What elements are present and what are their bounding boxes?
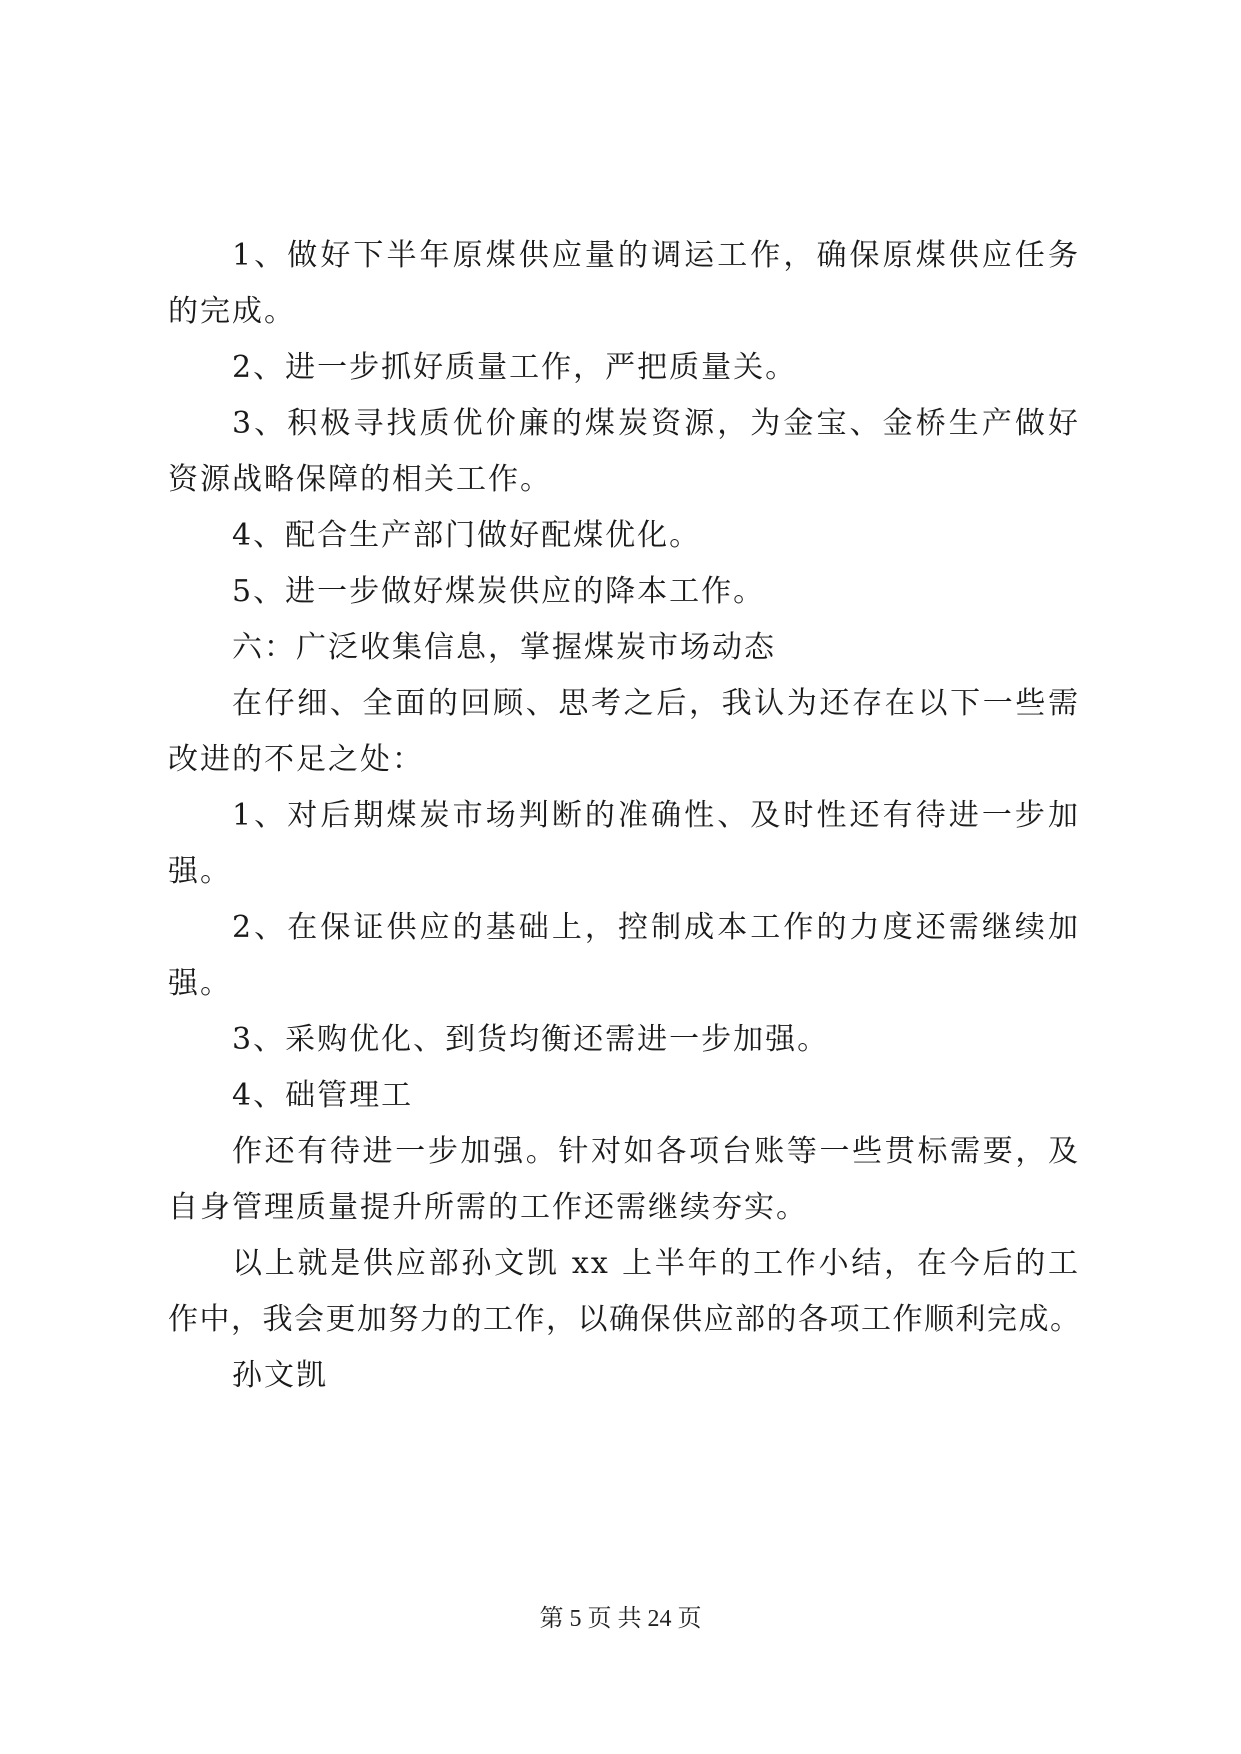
signature-name: 孙文凯 [232, 1358, 328, 1393]
paragraph-line: 改进的不足之处： [168, 742, 424, 777]
paragraph-line: 作中，我会更加努力的工作，以确保供应部的各项工作顺利完成。 [168, 1302, 1080, 1337]
paragraph-line: 1、对后期煤炭市场判断的准确性、及时性还有待进一步加 [232, 798, 1080, 833]
paragraph-line: 在仔细、全面的回顾、思考之后，我认为还存在以下一些需 [232, 686, 1080, 721]
paragraph-line: 作还有待进一步加强。针对如各项台账等一些贯标需要，及 [232, 1134, 1080, 1169]
paragraph-line: 以上就是供应部孙文凯 xx 上半年的工作小结，在今后的工 [232, 1246, 1080, 1281]
paragraph-line: 资源战略保障的相关工作。 [168, 462, 552, 497]
paragraph-line: 自身管理质量提升所需的工作还需继续夯实。 [168, 1190, 808, 1225]
paragraph-line: 5、进一步做好煤炭供应的降本工作。 [232, 574, 766, 609]
paragraph-line: 2、进一步抓好质量工作，严把质量关。 [232, 350, 798, 385]
paragraph-line: 3、采购优化、到货均衡还需进一步加强。 [232, 1022, 830, 1057]
paragraph-line: 强。 [168, 854, 232, 889]
paragraph-line: 2、在保证供应的基础上，控制成本工作的力度还需继续加 [232, 910, 1080, 945]
section-heading: 六：广泛收集信息，掌握煤炭市场动态 [232, 630, 776, 665]
page-number-footer: 第 5 页 共 24 页 [539, 1606, 702, 1632]
paragraph-line: 1、做好下半年原煤供应量的调运工作，确保原煤供应任务 [232, 238, 1080, 273]
paragraph-line: 3、积极寻找质优价廉的煤炭资源，为金宝、金桥生产做好 [232, 406, 1080, 441]
paragraph-line: 强。 [168, 966, 232, 1001]
paragraph-line: 4、配合生产部门做好配煤优化。 [232, 518, 702, 553]
paragraph-line: 4、础管理工 [232, 1078, 414, 1113]
paragraph-line: 的完成。 [168, 294, 296, 329]
